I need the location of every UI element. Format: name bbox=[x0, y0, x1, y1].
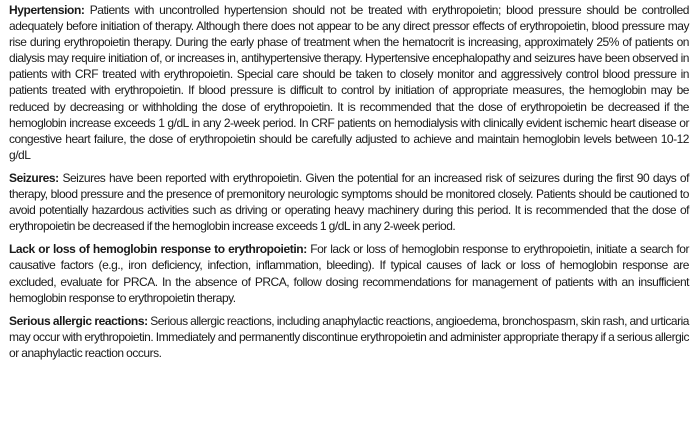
heading-allergic-reactions: Serious allergic reactions: bbox=[9, 313, 148, 328]
paragraph-hemoglobin-response bbox=[9, 241, 689, 305]
body-hemoglobin-response: For lack or loss of hemoglobin response to erythropoietin, initiate a search for causative factors (e.g., iron deficiency, infection, inflammation, bleeding). If typical causes of lack or loss of hemoglobin response are excluded, evaluate for PRCA. In the absence of PRCA, follow dosing recommendations for management of patients with an insufficient hemoglobin response to erythropoietin therapy. bbox=[9, 242, 689, 305]
heading-hemoglobin-response: Lack or loss of hemoglobin response to erythropoietin: bbox=[9, 242, 307, 257]
body-seizures: Seizures have been reported with erythropoietin. Given the potential for an increased risk of seizures during the first 90 days of therapy, blood pressure and the presence of premonitory neurologic symptoms should be monitored closely. Patients should be cautioned to avoid potentially hazardous activities such as driving or operating heavy machinery during this period. It is recommended that the dose of erythropoietin be decreased if the hemoglobin increase exceeds 1 g/dL in any 2-week period. bbox=[9, 170, 689, 234]
body-allergic-reactions: Serious allergic reactions, including anaphylactic reactions, angioedema, bronchospasm, skin rash, and urticaria may occur with erythropoietin. Immediately and permanently discontinue erythropoietin and administer appropriate therapy if a serious allergic or anaphylactic reaction occurs. bbox=[9, 313, 689, 360]
heading-hypertension: Hypertension: bbox=[9, 3, 85, 17]
paragraph-allergic-reactions bbox=[9, 313, 689, 361]
heading-seizures: Seizures: bbox=[9, 170, 59, 185]
body-hypertension: Patients with uncontrolled hypertension should not be treated with erythropoietin; blood pressure should be controlled adequately before initiation of therapy. Although there does not appear to be any direct pressor effects of erythropoietin, blood pressure may rise during erythropoietin therapy. During the early phase of treatment when the hematocrit is increasing, approximately 25% of patients on dialysis may require initiation of, or increases in, antihypertensive therapy. Hypertensive encephalopathy and seizures have been observed in patients with CRF treated with erythropoietin. Special care should be taken to closely monitor and aggressively control blood pressure in patients treated with erythropoietin. If blood pressure is difficult to control by initiation of appropriate measures, the hemoglobin may be reduced by decreasing or withholding the dose of erythropoietin. It is recommended that the dose of erythropoietin be decreased if the hemoglobin increase exceeds 1 g/dL in any 2-week period. In CRF patients on hemodialysis with clinically evident ischemic heart disease or congestive heart failure, the dose of erythropoietin should be carefully adjusted to achieve and maintain hemoglobin levels between 10-12 g/dL bbox=[9, 3, 689, 162]
paragraph-seizures bbox=[9, 170, 689, 234]
paragraph-hypertension bbox=[9, 2, 689, 163]
